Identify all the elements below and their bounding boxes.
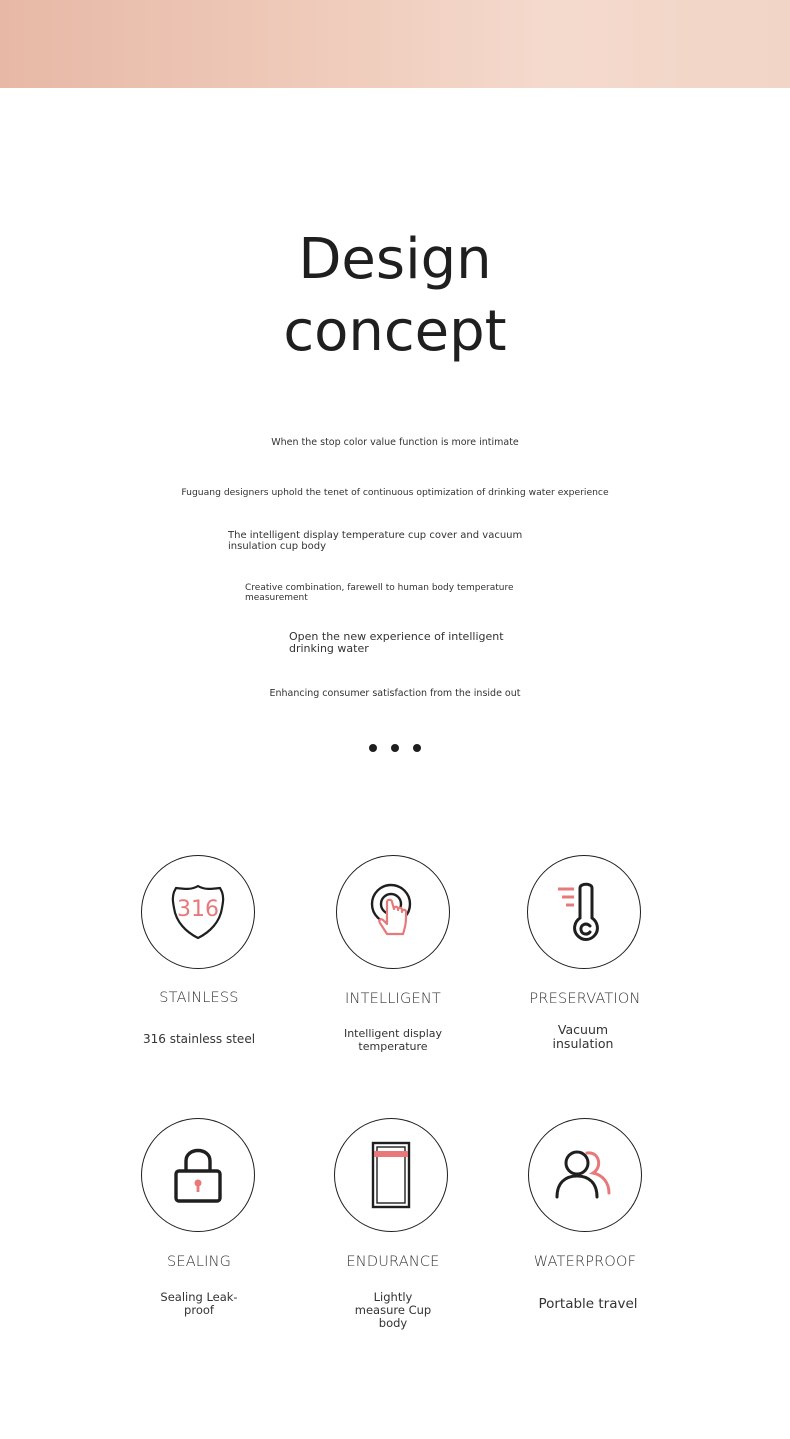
dot <box>391 744 399 752</box>
feature-title: WATERPROOF <box>533 1254 637 1270</box>
intro-line-4: Creative combination, farewell to human body temperature measurement <box>245 583 514 603</box>
top-banner <box>0 0 790 88</box>
feature-desc: Sealing Leak-proof <box>160 1290 238 1318</box>
intro-line-6: Enhancing consumer satisfaction from the inside out <box>269 688 521 699</box>
intro-line-1: When the stop color value function is more intimate <box>271 437 519 448</box>
dot <box>413 744 421 752</box>
intro-line-3: The intelligent display temperature cup cover and vacuum insulation cup body <box>228 530 523 552</box>
feature-preservation <box>490 855 680 1055</box>
feature-desc: Portable travel <box>538 1296 638 1312</box>
intro-line-2: Fuguang designers uphold the tenet of continuous optimization of drinking water experience <box>181 487 609 498</box>
cup-body-icon <box>359 1135 423 1215</box>
feature-icon-circle <box>334 1118 448 1232</box>
feature-icon-circle <box>141 855 255 969</box>
feature-sealing <box>104 1118 294 1318</box>
feature-title: STAINLESS <box>159 990 239 1006</box>
feature-icon-circle <box>527 855 641 969</box>
headline-line-1: Design <box>298 227 492 292</box>
users-icon <box>553 1143 617 1207</box>
feature-title: SEALING <box>166 1254 232 1270</box>
feature-title: ENDURANCE <box>346 1254 440 1270</box>
feature-stainless <box>104 855 294 1055</box>
feature-waterproof <box>490 1118 680 1318</box>
lock-icon <box>166 1143 230 1207</box>
feature-desc: Vacuum insulation <box>552 1022 614 1052</box>
thermometer-icon <box>552 880 616 944</box>
intro-line-5: Open the new experience of intelligent drinking water <box>289 630 504 656</box>
ellipsis-dots <box>369 744 421 753</box>
dot <box>369 744 377 752</box>
touch-icon <box>361 880 425 944</box>
shield-316-icon <box>166 880 230 944</box>
feature-desc: Intelligent display temperature <box>343 1027 443 1053</box>
feature-intelligent <box>298 855 488 1055</box>
feature-icon-circle <box>528 1118 642 1232</box>
feature-desc: Lightly measure Cup body <box>354 1290 432 1331</box>
feature-icon-circle <box>336 855 450 969</box>
feature-title: PRESERVATION <box>529 991 641 1007</box>
feature-endurance <box>298 1118 488 1331</box>
feature-icon-circle <box>141 1118 255 1232</box>
feature-title: INTELLIGENT <box>345 991 441 1007</box>
svg-text:316: 316 <box>177 897 219 922</box>
feature-desc: 316 stainless steel <box>142 1032 256 1046</box>
headline-line-2: concept <box>283 299 507 364</box>
